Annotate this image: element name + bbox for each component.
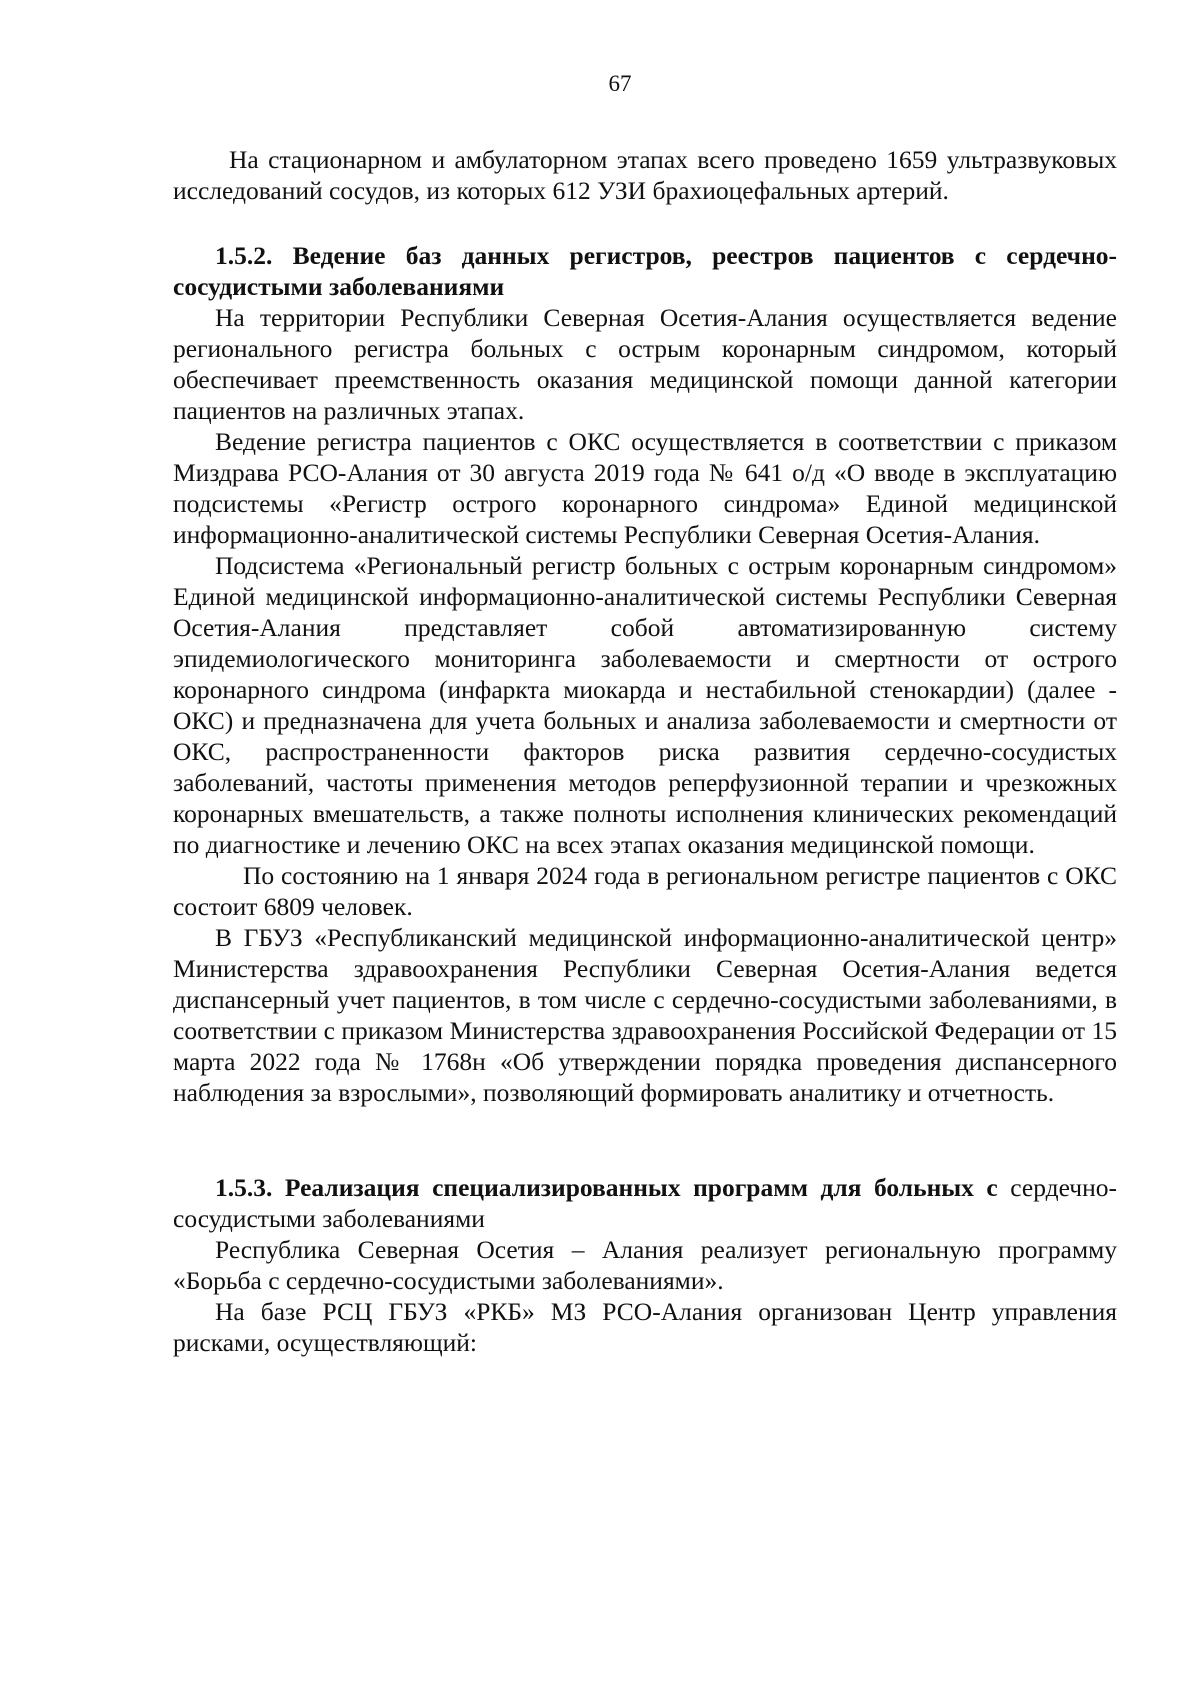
document-body bbox=[173, 144, 1117, 1358]
paragraph-intro: На стационарном и амбулаторном этапах всего проведено 1659 ультразвуковых исследований сосудов, из которых 612 УЗИ брахиоцефальных артерий. bbox=[173, 145, 1117, 205]
paragraph-registry-order: Ведение регистра пациентов с ОКС осуществляется в соответствии с приказом Миздрава РСО-Алания от 30 августа 2019 года № 641 о/д «О вводе в эксплуатацию подсистемы «Регистр острого коронарного синдрома» Единой медицинской информационно-аналитической системы Республики Северная Осетия-Алания. bbox=[173, 427, 1117, 549]
paragraph-program: Республика Северная Осетия – Алания реализует региональную программу «Борьба с сердечно-сосудистыми заболеваниями». bbox=[173, 1235, 1117, 1295]
section-heading-1-5-3-rest: сердечно-сосудистыми заболеваниями bbox=[173, 1173, 1118, 1233]
section-heading-1-5-2 bbox=[173, 240, 1117, 302]
paragraph-registry-intro: На территории Республики Северная Осетия-Алания осуществляется ведение регионального регистра больных с острым коронарным синдромом, который обеспечивает преемственность оказания медицинской помощи данной категории пациентов на различных этапах. bbox=[173, 303, 1117, 425]
section-heading-1-5-3 bbox=[173, 1172, 1117, 1234]
spacer bbox=[173, 206, 1117, 240]
paragraph-risk-center: На базе РСЦ ГБУЗ «РКБ» МЗ РСО-Алания организован Центр управления рисками, осуществляющий: bbox=[173, 1297, 1117, 1357]
paragraph-registry-subsystem: Подсистема «Региональный регистр больных с острым коронарным синдромом» Единой медицинской информационно-аналитической системы Республики Северная Осетия-Алания представляет собой автоматизированную систему эпидемиологического мониторинга заболеваемости и смертности от острого коронарного синдрома (инфаркта миокарда и нестабильной стенокардии) (далее - ОКС) и предназначена для учета больных и анализа заболеваемости и смертности от ОКС, распространенности факторов риска развития сердечно-сосудистых заболеваний, частоты применения методов реперфузионной терапии и чрезкожных коронарных вмешательств, а также полноты исполнения клинических рекомендаций по диагностике и лечению ОКС на всех этапах оказания медицинской помощи. bbox=[173, 551, 1117, 859]
spacer bbox=[173, 1108, 1117, 1172]
page-number: 67 bbox=[608, 71, 632, 96]
section-heading-1-5-2-text: 1.5.2. Ведение баз данных регистров, реестров пациентов с сердечно-сосудистыми заболеваниями bbox=[173, 241, 1117, 301]
paragraph-dispensary: В ГБУЗ «Республиканский медицинской информационно-аналитической центр» Министерства здравоохранения Республики Северная Осетия-Алания ведется диспансерный учет пациентов, в том числе с сердечно-сосудистыми заболеваниями, в соответствии с приказом Министерства здравоохранения Российской Федерации от 15 марта 2022 года № 1768н «Об утверждении порядка проведения диспансерного наблюдения за взрослыми», позволяющий формировать аналитику и отчетность. bbox=[173, 923, 1117, 1107]
section-heading-1-5-3-bold: 1.5.3. Реализация специализированных программ для больных с bbox=[215, 1173, 998, 1202]
paragraph-registry-count: По состоянию на 1 января 2024 года в региональном регистре пациентов с ОКС состоит 6809 человек. bbox=[173, 861, 1117, 921]
